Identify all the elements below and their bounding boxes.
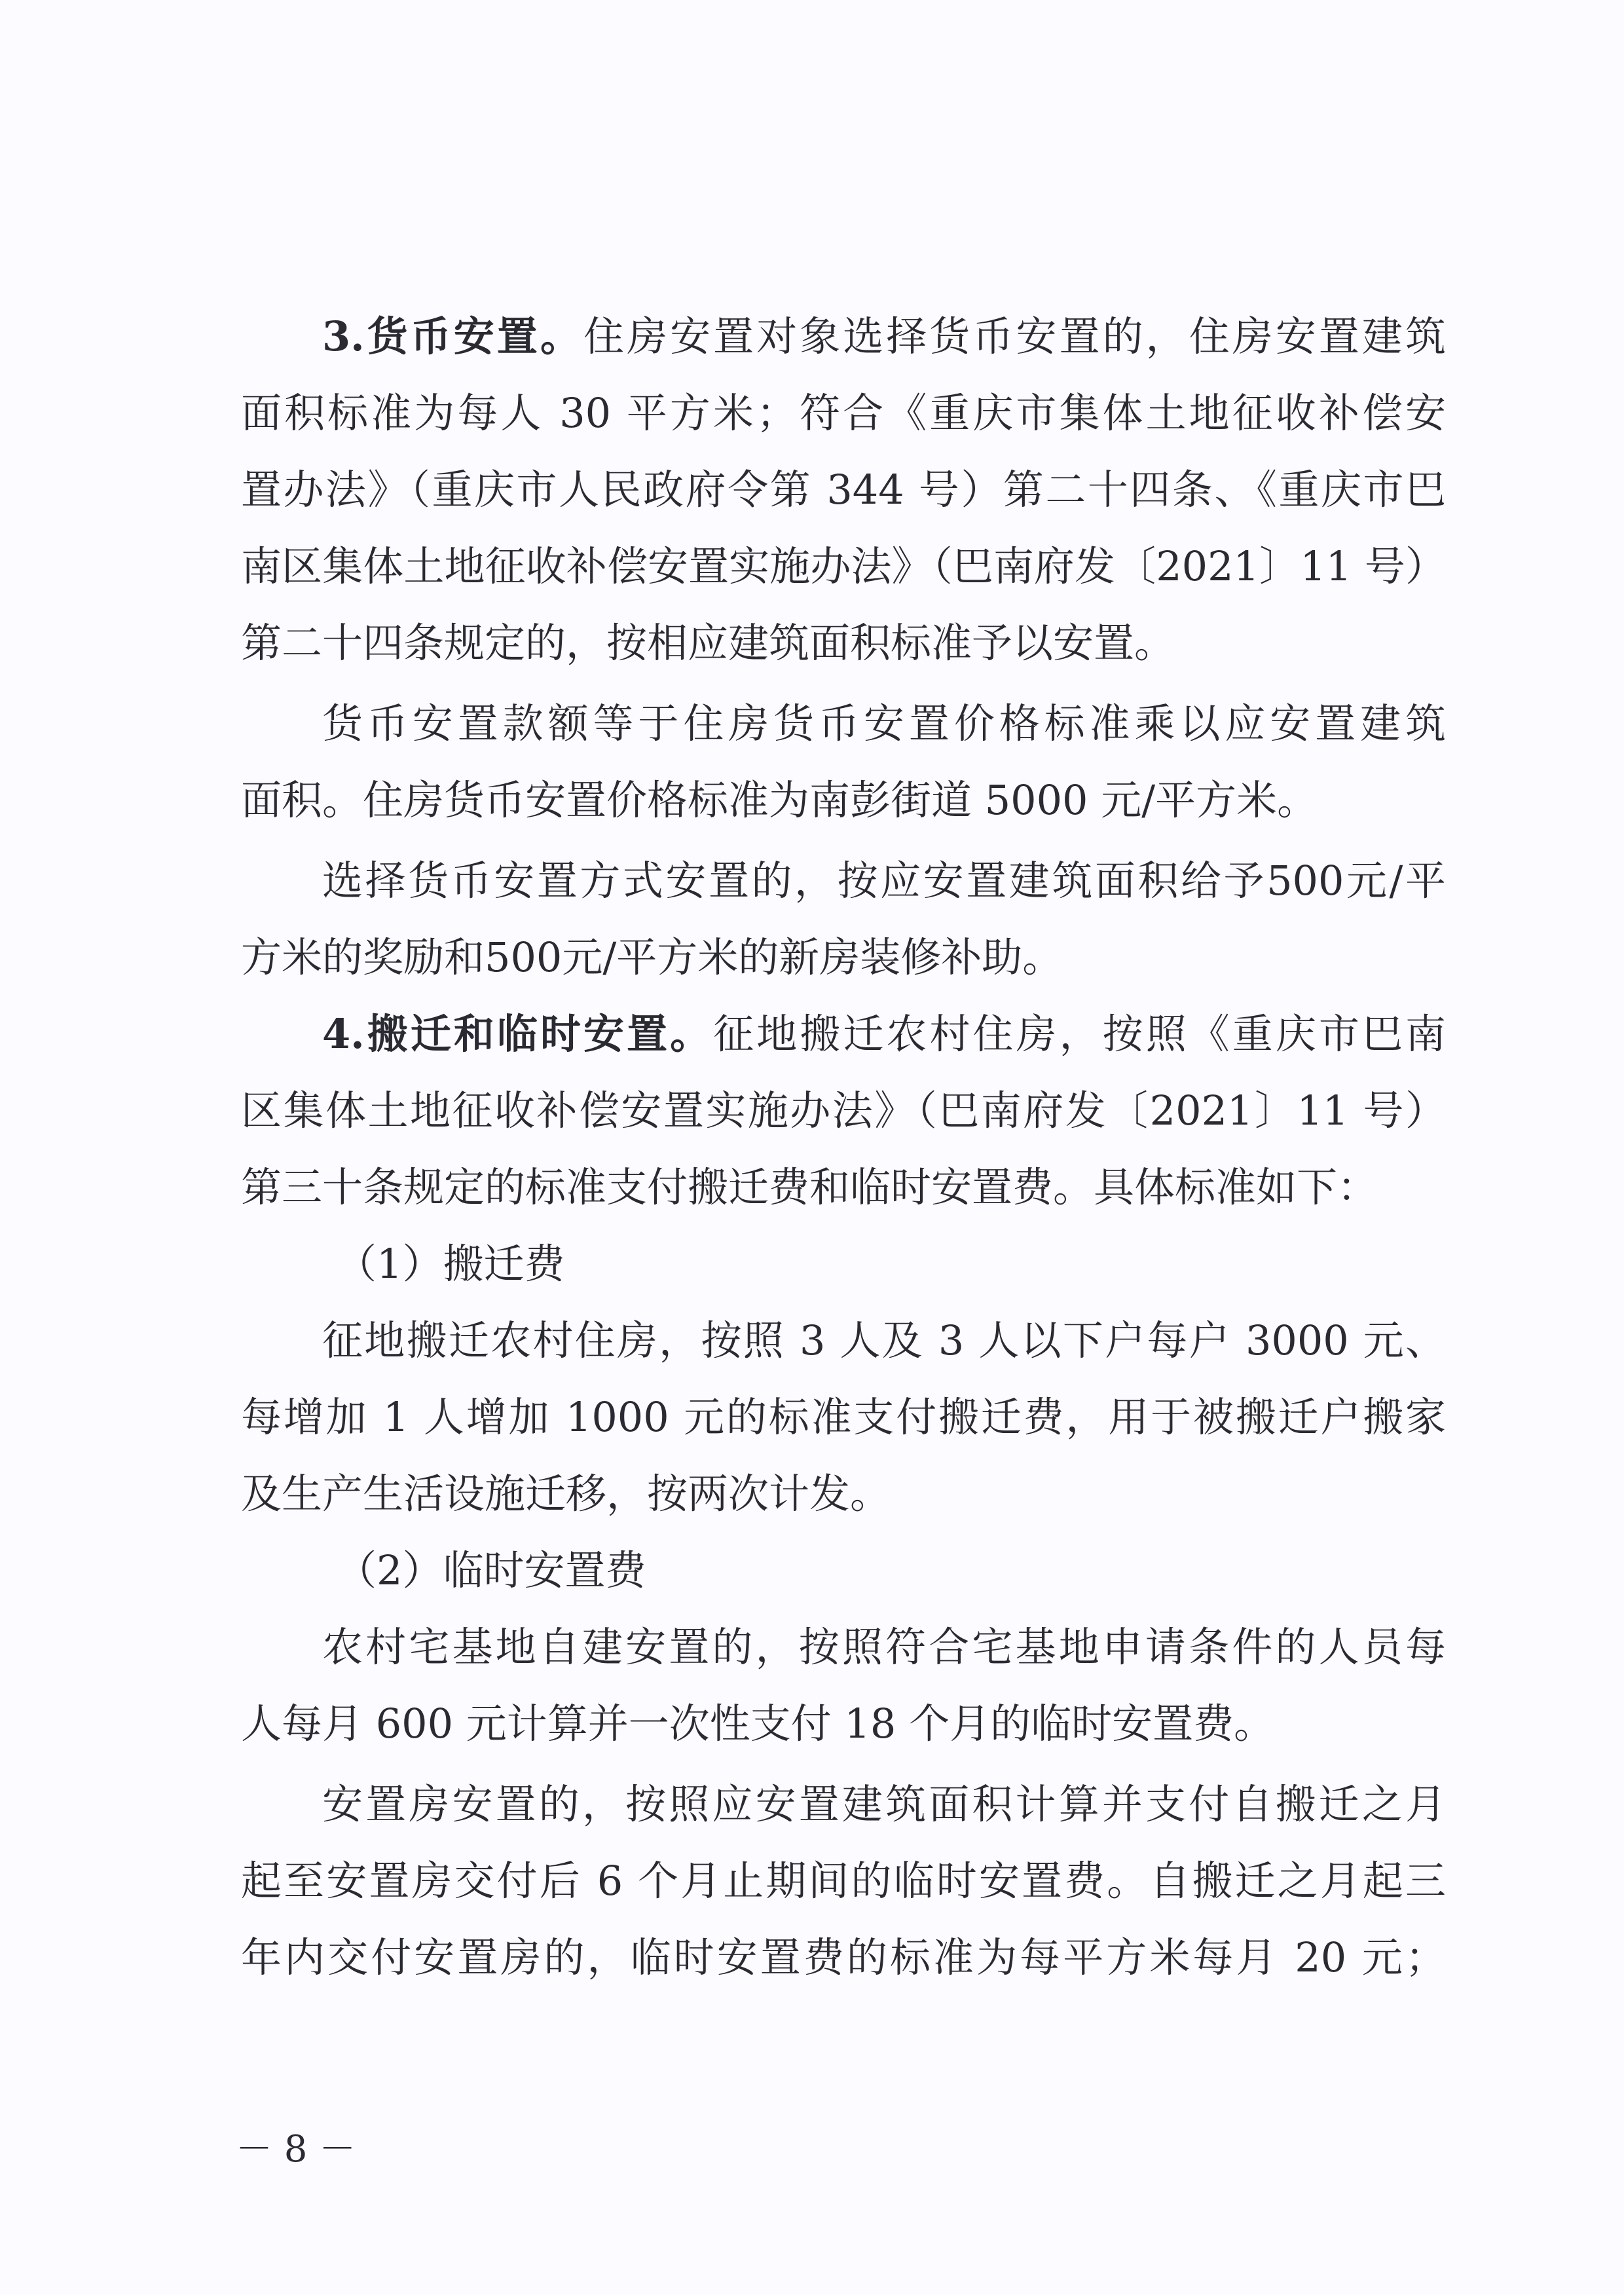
paragraph-line: 方米的奖励和500元/平方米的新房装修补助。 — [241, 933, 1063, 981]
paragraph-line: 面积标准为每人 30 平方米；符合《重庆市集体土地征收补偿安 — [241, 389, 1446, 437]
paragraph-line: 安置房安置的，按照应安置建筑面积计算并支付自搬迁之月 — [322, 1780, 1446, 1828]
page-number: － 8 － — [236, 2128, 356, 2171]
paragraph-line: 人每月 600 元计算并一次性支付 18 个月的临时安置费。 — [241, 1700, 1275, 1747]
paragraph-line: 货币安置款额等于住房货币安置价格标准乘以应安置建筑 — [322, 700, 1446, 747]
paragraph-line: 置办法》（重庆市人民政府令第 344 号）第二十四条、《重庆市巴 — [241, 466, 1446, 513]
paragraph-line: 农村宅基地自建安置的，按照符合宅基地申请条件的人员每 — [322, 1623, 1446, 1671]
paragraph-line: 起至安置房交付后 6 个月止期间的临时安置费。自搬迁之月起三 — [241, 1857, 1446, 1905]
paragraph-line: 第三十条规定的标准支付搬迁费和临时安置费。具体标准如下： — [241, 1163, 1378, 1211]
paragraph-text: 征地搬迁农村住房，按照《重庆市巴南 — [713, 1010, 1446, 1058]
paragraph-text: 住房安置对象选择货币安置的，住房安置建筑 — [583, 312, 1446, 360]
document-body — [241, 298, 1446, 1996]
paragraph-line: 区集体土地征收补偿安置实施办法》（巴南府发〔2021〕11 号） — [241, 1087, 1446, 1134]
paragraph-line: 选择货币安置方式安置的，按应安置建筑面积给予500元/平 — [322, 857, 1446, 905]
paragraph-line: 每增加 1 人增加 1000 元的标准支付搬迁费，用于被搬迁户搬家 — [241, 1393, 1446, 1441]
paragraph-line: 第二十四条规定的，按相应建筑面积标准予以安置。 — [241, 619, 1175, 667]
paragraph-line — [241, 298, 1446, 375]
paragraph-line: 南区集体土地征收补偿安置实施办法》（巴南府发〔2021〕11 号） — [241, 542, 1446, 590]
paragraph-line: 征地搬迁农村住房，按照 3 人及 3 人以下户每户 3000 元、 — [322, 1316, 1446, 1364]
subheading-temporary-fee: （2）临时安置费 — [336, 1546, 646, 1594]
subheading-relocation-fee: （1）搬迁费 — [336, 1240, 565, 1288]
paragraph-line: 面积。住房货币安置价格标准为南彭街道 5000 元/平方米。 — [241, 776, 1318, 824]
paragraph-line: 及生产生活设施迁移，按两次计发。 — [241, 1470, 891, 1518]
section-heading: 3.货币安置。 — [322, 312, 584, 360]
paragraph-line: 年内交付安置房的，临时安置费的标准为每平方米每月 20 元； — [241, 1933, 1446, 1981]
paragraph-line — [241, 996, 1446, 1072]
section-heading: 4.搬迁和临时安置。 — [322, 1010, 714, 1058]
